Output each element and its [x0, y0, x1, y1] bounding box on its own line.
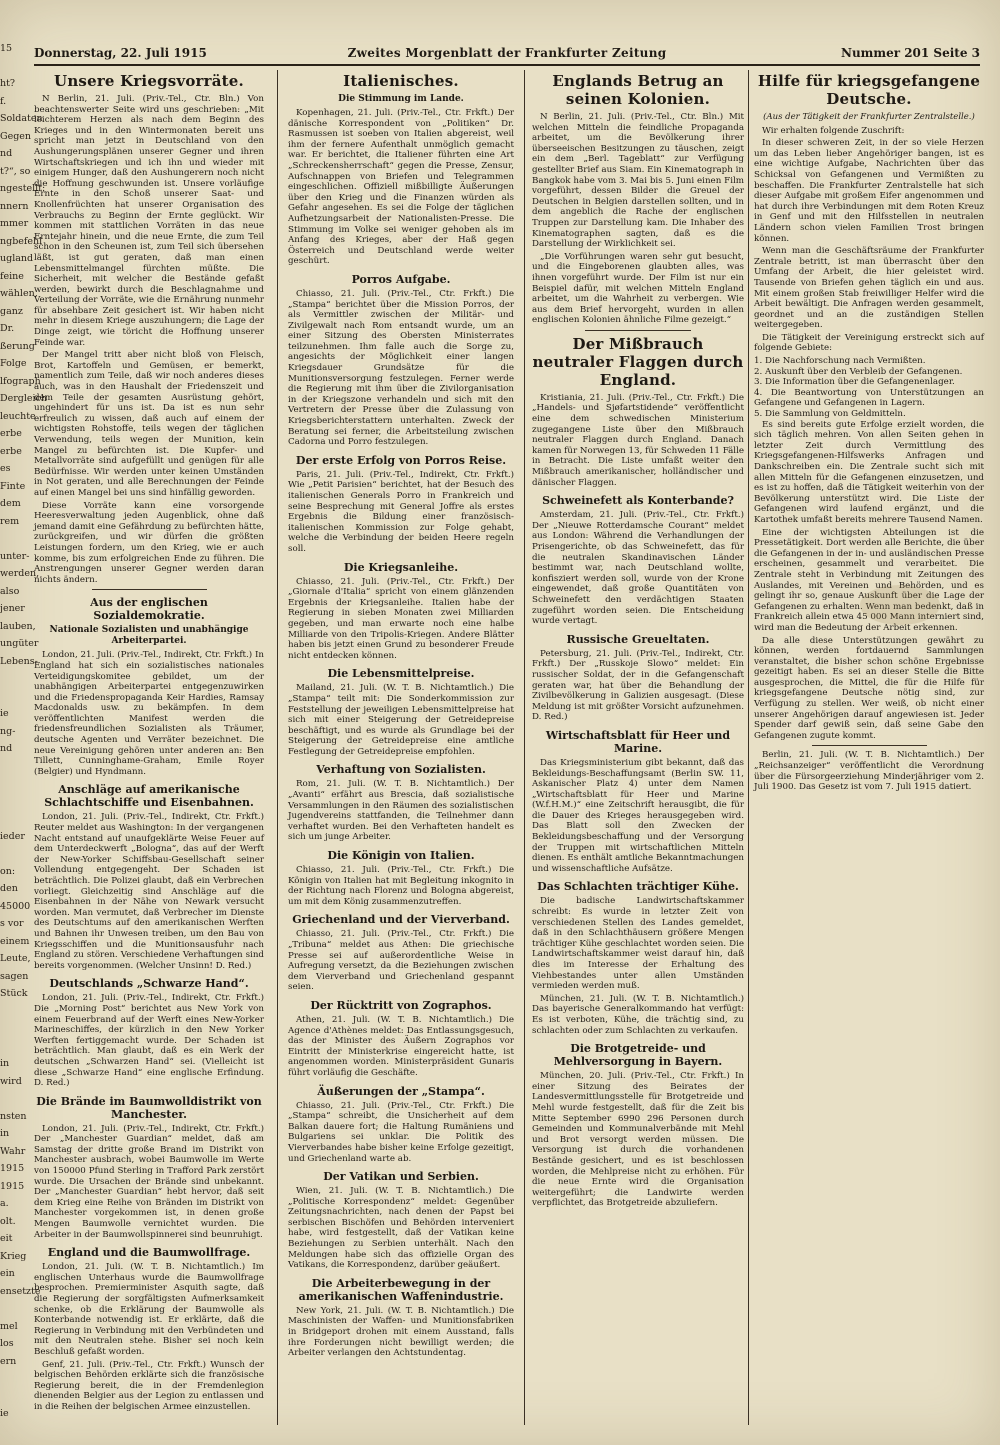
article-heading: Der Rücktritt von Zographos. — [310, 998, 492, 1012]
list-item: 5. Die Sammlung von Geldmitteln. — [754, 409, 906, 420]
margin-fragment: nd — [0, 148, 13, 159]
margin-fragment — [0, 1090, 24, 1108]
article-title: Unsere Kriegsvorräte. — [54, 72, 244, 90]
margin-fragment: mel — [0, 1320, 18, 1332]
margin-fragment: ßerung — [0, 340, 35, 352]
margin-fragment: feine — [0, 270, 24, 282]
margin-fragment: ngbefehl — [0, 235, 43, 247]
article-heading: Die Brände im Baumwolldistrikt von Manchester. — [36, 1094, 262, 1121]
margin-fragment: a. — [0, 1198, 9, 1209]
article-heading: Der erste Erfolg von Porros Reise. — [295, 453, 507, 467]
margin-fragment: ngestellt: — [0, 183, 46, 194]
margin-fragment — [0, 1300, 24, 1318]
margin-fragment: ugland — [0, 253, 34, 264]
column-1 — [34, 70, 264, 1425]
article-paragraph: Kopenhagen, 21. Juli. (Priv.-Tel., Ctr. Frkft.) Der dänische Korrespondent von „Politiken“ Dr. Rasmussen ist soeben von Italien abgereist, weil ihm der fernere Aufenthalt unmöglich gemacht war. Er berichtet, die Italiener führten eine Art „Schreckensherrschaft“ gegen die Presse, Zensur, Aufschnappen von Briefen und Telegrammen eingeschlichen. Offiziell mißbilligte Äußerungen über den Krieg und die Finanzen würden als Gefahr angesehen. Es sei die Folge der täglichen Aufhetzungsarbeit der Nationalisten-Presse. Die Stimmung im Volke sei weniger gehoben als im Anfang des Krieges, aber der Haß gegen Österreich und Deutschland werde weiter geschürt. — [288, 108, 514, 267]
margin-fragment: t?“, so — [0, 165, 31, 177]
margin-fragment: nnern — [0, 200, 29, 212]
article-heading: Der Vatikan und Serbien. — [323, 1170, 479, 1184]
margin-fragment: erbe — [0, 445, 22, 457]
margin-fragment: los — [0, 1338, 14, 1349]
margin-fragment: ie — [0, 708, 9, 719]
margin-fragment — [0, 58, 24, 76]
article-paragraph: London, 21. Juli. (W. T. B. Nichtamtlich.) Im englischen Unterhaus wurde die Baumwollfrage besprochen. Premierminister Asquith sagte, daß die Regierung der sorgfältigsten Aufmerksamkeit schenke, ob die Erklärung der Baumwolle als Konterbande notwendig ist. Er erklärte, daß die Regierung in Verbindung mit den Verbündeten und mit den Neutralen stehe. Bisher sei noch kein Beschluß gefaßt worden. — [34, 1262, 264, 1357]
margin-fragment: ieder — [0, 830, 25, 842]
margin-fragment: Wahr — [0, 1145, 26, 1157]
margin-fragment: 1915 — [0, 1180, 25, 1192]
margin-fragment: jener — [0, 603, 25, 614]
article-paragraph: Genf, 21. Juli. (Priv.-Tel., Ctr. Frkft.) Wunsch der belgischen Behörden erklärte sich die französische Regierung bereit, die in der Fremdenlegion dienenden Belgier aus der Legion zu entlassen und in die Reihen der belgischen Armee einzustellen. — [34, 1359, 264, 1412]
article-title: Der Mißbrauch neutraler Flaggen durch England. — [532, 334, 744, 389]
margin-fragment: wird — [0, 1075, 22, 1087]
margin-fragment: den — [0, 883, 18, 894]
column-rule — [748, 70, 749, 1425]
article-heading: Das Schlachten trächtiger Kühe. — [537, 880, 739, 894]
cropped-left-column — [0, 40, 47, 1419]
margin-fragment: in — [0, 1128, 10, 1139]
margin-fragment: ng- — [0, 725, 16, 737]
article-paragraph: London, 21. Juli. (Priv.-Tel., Indirekt, Ctr. Frkft.) In England hat sich ein sozialistisches nationales Verteidigungskomitee gebildet, um der unabhängigen Arbeiterpartei entgegenzuwirken und die Friedenspropaganda Keir Hardies, Ramsay Macdonalds usw. zu bekämpfen. In dem veröffentlichten Manifest werden die friedensfreundlichen Sozialisten als Träumer, deutsche Agenten und Verräter bezeichnet. Die neue Vereinigung gehören unter anderen an: Ben Tillett, Cunninghame-Graham, Emile Royer (Belgier) und Hyndmann. — [34, 650, 264, 777]
article-heading: Porros Aufgabe. — [351, 272, 451, 286]
article-paragraph: In dieser schweren Zeit, in der so viele Herzen um das Leben lieber Angehöriger bangen, ist es eine wichtige Aufgabe, Nachrichten über das Schicksal von Gefangenen und Vermißten zu beschaffen. Die Frankfurter Zentralstelle hat sich dieser Aufgabe mit großem Eifer angenommen und hat durch ihre Verbindungen mit dem Roten Kreuz in Genf und mit den Hilfsstellen in neutralen Ländern schon vielen Familien Trost bringen können. — [754, 138, 984, 244]
article-heading: Die Lebensmittelpreise. — [327, 667, 475, 681]
list-item: 4. Die Beantwortung von Unterstützungen an Gefangene und Gefangenen in Lagern. — [754, 387, 984, 409]
article-heading: Griechenland und der Vierverband. — [292, 913, 510, 927]
article-paragraph: Das Kriegsministerium gibt bekannt, daß das Bekleidungs-Beschaffungsamt (Berlin SW. 11, Askanischer Platz 4) unter dem Namen „Wirtschaftsblatt für Heer und Marine (W.f.H.M.)“ eine Zeitschrift herausgibt, die für die Dauer des Krieges herausgegeben wird. Das Blatt soll den Zwecken der Bekleidungsbeschaffung und der Versorgung der Truppen mit wirtschaftlichen Mitteln dienen. Es enthält amtliche Bekanntmachungen und wissenschaftliche Aufsätze. — [532, 757, 744, 874]
margin-fragment: leuchte — [0, 410, 36, 422]
margin-fragment: werden, — [0, 568, 40, 579]
article-paragraph: New York, 21. Juli. (W. T. B. Nichtamtlich.) Die Maschinisten der Waffen- und Munitionsfabriken in Bridgeport drohen mit einem Ausstand, falls ihre Forderungen nicht bewilligt werden; die Arbeiter verlangen den Achtstundentag. — [288, 1305, 514, 1359]
margin-fragment: eit — [0, 1233, 13, 1244]
article-paragraph: Chiasso, 21. Juli. (Priv.-Tel., Ctr. Frkft.) Die „Tribuna“ meldet aus Athen: Die griechische Presse sei auf außerordentliche Weise in Aufregung versetzt, da die Beziehungen zwischen dem Vierverband und Griechenland gespannt seien. — [288, 929, 514, 993]
separator — [92, 589, 207, 590]
article-heading: Aus der englischen Sozialdemokratie. — [90, 596, 208, 623]
article-paragraph: Wir erhalten folgende Zuschrift: — [762, 125, 905, 136]
margin-fragment — [0, 1020, 24, 1038]
article-heading: Die Arbeiterbewegung in der amerikanischen Waffenindustrie. — [298, 1276, 504, 1303]
margin-fragment: Dr. — [0, 323, 15, 334]
header-date: Donnerstag, 22. Juli 1915 — [34, 46, 207, 60]
column-3 — [532, 70, 744, 1425]
article-paragraph: Chiasso, 21. Juli. (Priv.-Tel., Ctr. Frkft.) Die „Stampa“ berichtet über die Mission Porros, der als Vermittler zwischen der Militär- und Zivilgewalt nach Rom entsandt wurde, um an einer Sitzung des Obersten Ministerrates teilzunehmen. Ihm falle auch die Sorge zu, angesichts der Möglichkeit einer langen Kriegsdauer Grundsätze für die Munitionsversorgung festzulegen. Ferner werde die Regierung mit ihm über die Zivilorganisation in der Kriegszone verhandeln und sich mit den Vertretern der Presse über die Zulassung von Kriegsberichterstattern unterhalten. Zweck der Beratung sei ferner, die Arbeitsteilung zwischen Cadorna und Porro festzulegen. — [288, 288, 514, 448]
article-paragraph: N Berlin, 21. Juli. (Priv.-Tel., Ctr. Bln.) Von beachtenswerter Seite wird uns geschrieben: „Mit leichterem Herzen als nach dem Beginn des Krieges und in den Wintermonaten bereit uns spricht man jetzt in Deutschland von den Aushungerungsplänen unserer Gegner und ihren Wirtschaftskriegen und ich ihn und wieder mit einigem Hunger, daß den Aushungerern noch nicht die Hoffnung geschwunden ist. Unsere vorläufige Ernte in den Schoß unserer Saat- und Knollenfrüchten hat unserer Organisation des Verbrauchs zu Beginn der Ernte geglückt. Wir kommen mit stattlichen Vorräten in das neue Erntejahr hinein, und die neue Ernte, die zum Teil schon in den Scheunen ist, zum Teil sich übersehen läßt, ist gut geraten, daß man einen Lebensmittelmangel fürchten müßte. Die Sicherheit, mit welcher die Bestände gefaßt werden, bewirkt durch die Beschlagnahme und Verteilung der Vorräte, wie die Ernährung nunmehr für absehbare Zeit gesichert ist. Wir haben nicht mehr in diesem Kriege auszuhungern; die Lage der Dinge zeigt, wie töricht die Hoffnung unserer Feinde war. — [34, 94, 264, 348]
margin-fragment: Krieg — [0, 1250, 27, 1262]
margin-fragment — [0, 758, 24, 776]
margin-fragment: in — [0, 1058, 10, 1069]
margin-fragment: Gegen — [0, 130, 32, 142]
header-newspaper-title: Zweites Morgenblatt der Frankfurter Zeitung — [347, 46, 667, 60]
article-paragraph: München, 21. Juli. (W. T. B. Nichtamtlich.) Das bayerische Generalkommando hat verfügt: Es ist verboten, Kühe, die trächtig sind, zu schlachten oder zum Schlachten zu verkaufen. — [532, 993, 744, 1036]
margin-fragment: dem — [0, 498, 21, 509]
page-header — [34, 44, 980, 66]
margin-fragment — [0, 1388, 24, 1406]
margin-fragment: ht? — [0, 78, 16, 89]
margin-fragment: ganz — [0, 305, 23, 317]
margin-fragment: Stück — [0, 988, 28, 999]
margin-fragment — [0, 775, 24, 793]
margin-fragment — [0, 845, 24, 863]
margin-fragment: Finte — [0, 480, 26, 492]
article-heading: England und die Baumwollfrage. — [47, 1246, 251, 1260]
article-paragraph: Kristiania, 21. Juli. (Priv.-Tel., Ctr. Frkft.) Die „Handels- und Sjøfartstidende“ veröffentlicht eine dem schwedischen Ministerium zugegangene Liste über den Mißbrauch neutraler Flaggen durch England. Danach kamen für Norwegen 13, für Schweden 11 Fälle in Betracht. Die Liste umfaßt weiter den Mißbrauch amerikanischer, holländischer und dänischer Flaggen. — [532, 392, 745, 488]
margin-fragment: einem — [0, 935, 30, 947]
margin-fragment: Soldaten — [0, 113, 43, 124]
margin-fragment: nsten — [0, 1110, 27, 1122]
margin-fragment — [0, 688, 24, 706]
margin-fragment: sagen — [0, 970, 29, 982]
article-paragraph: Berlin, 21. Juli. (W. T. B. Nichtamtlich.) Der „Reichsanzeiger“ veröffentlicht die Verordnung über die Fürsorgeerziehung Minderjähriger vom 2. Juli 1900. Das Gesetz ist vom 7. Juli 1915 datiert. — [754, 750, 984, 793]
article-title: Englands Betrug an seinen Kolonien. — [552, 72, 724, 108]
article-paragraph: Chiasso, 21. Juli. (Priv.-Tel., Ctr. Frkft.) Die Königin von Italien hat mit Begleitung inkognito in der Richtung nach Florenz und Bologna abgereist, um mit dem König zusammenzutreffen. — [288, 865, 514, 907]
article-paragraph: Wien, 21. Juli. (W. T. B. Nichtamtlich.) Die „Politische Korrespondenz“ meldet: Gegenüber Zeitungsnachrichten, nach denen der Papst bei serbischen Bischöfen und Behörden interveniert habe, wird festgestellt, daß der Vatikan keine Beziehungen zu Serbien unterhält. Nach den Meldungen habe sich das offizielle Organ des Vatikans, die Korrespondenz, darüber geäußert. — [288, 1186, 514, 1271]
margin-fragment: Dergleich — [0, 393, 47, 404]
margin-fragment: rem — [0, 515, 20, 527]
margin-fragment: lauben, — [0, 620, 36, 632]
article-heading: Die Königin von Italien. — [327, 849, 475, 863]
article-paragraph: Eine der wichtigsten Abteilungen ist die Pressetätigkeit. Dort werden alle Berichte, die über die Gefangenen in der in- und ausländischen Presse erscheinen, gesammelt und verarbeitet. Die Zentrale steht in Verbindung mit Zeitungen des Auslandes, mit Vereinen und Behörden, und es gelingt ihr so, genaue Auskunft über die Lage der Gefangenen zu erhalten. Wenn man bedenkt, daß in Frankreich allein etwa 45 000 Mann interniert sind, wird man die Bedeutung der Arbeit erkennen. — [754, 527, 984, 633]
article-paragraph: N Berlin, 21. Juli. (Priv.-Tel., Ctr. Bln.) Mit welchen Mitteln die feindliche Propaganda arbeitet, um die Bevölkerung ihrer überseeischen Besitzungen zu täuschen, zeigt ein dem „Berl. Tageblatt“ zur Verfügung gestellter Brief aus Siam. Ein Kinematograph in Bangkok habe vom 3. Mai bis 5. Juni einen Film vorgeführt, dessen Bilder die Greuel der Deutschen in Belgien darstellen sollten, und in dem angeblich die Rache der englischen Truppen zur Darstellung kam. Die Inhaber des Kinematographen sagten, daß es die Darstellung der Wirklichkeit sei. — [532, 112, 744, 250]
margin-fragment: 15 — [0, 43, 13, 54]
article-paragraph: Da alle diese Unterstützungen gewährt zu können, werden fortdauernd Sammlungen veranstaltet, die bisher schon schöne Ergebnisse gezeitigt haben. Es sei an dieser Stelle die Bitte ausgesprochen, die Mittel, die für die Hilfe für kriegsgefangene Deutsche nötig sind, zur Verfügung zu stellen. Wer weiß, ob nicht einer unserer Angehörigen darauf angewiesen ist. Jeder Spender darf gewiß sein, daß seine Gabe den Gefangenen zugute kommt. — [754, 635, 984, 741]
article-paragraph: Es sind bereits gute Erfolge erzielt worden, die sich täglich mehren. Von allen Seiten gehen in letzter Zeit durch Vermittlung des Kriegsgefangenen-Hilfswerks Anfragen und Dankschreiben ein. Die Zentrale sucht sich mit allen Mitteln für die Gefangenen einzusetzen, und es ist zu hoffen, daß die Tätigkeit weiterhin von der Bevölkerung unterstützt wird. Die Liste der Gefangenen wird laufend ergänzt, und die Kartothek umfaßt bereits mehrere Tausend Namen. — [754, 419, 984, 525]
margin-fragment: Leute, — [0, 953, 31, 964]
margin-fragment: ern — [0, 1355, 17, 1367]
margin-fragment: olt. — [0, 1215, 16, 1227]
margin-fragment: s vor — [0, 918, 24, 929]
list-item: 2. Auskunft über den Verbleib der Gefangenen. — [754, 366, 963, 377]
margin-fragment: ensetzte — [0, 1285, 41, 1297]
separator — [585, 330, 691, 331]
margin-fragment — [0, 1370, 24, 1388]
article-paragraph: Chiasso, 21. Juli. (Priv.-Tel., Ctr. Frkft.) Die „Stampa“ schreibt, die Unsicherheit auf dem Balkan dauere fort; die Haltung Rumäniens und Bulgariens sei unklar. Die Politik des Vierverbandes habe bisher keine Erfolge gezeitigt, und Griechenland warte ab. — [288, 1100, 514, 1164]
article-heading: Äußerungen der „Stampa“. — [317, 1084, 485, 1098]
column-rule — [277, 70, 278, 1425]
margin-fragment: es — [0, 463, 11, 474]
article-paragraph: London, 21. Juli. (Priv.-Tel., Indirekt, Ctr. Frkft.) Reuter meldet aus Washington: In der vergangenen Nacht entstand auf unaufgeklärte Weise Feuer auf dem Unterdeckwerft „Bologna“, das auf der Werft der New-Yorker Schiffsbau-Gesellschaft seiner Vollendung entgegengeht. Der Schaden ist beträchtlich. Die Polizei glaubt, daß ein Verbrechen vorliegt. Gleichzeitig sind Anschläge auf die Eisenbahnen in der Nähe von Newark versucht worden. Man vermutet, daß Verbrecher im Dienste des Deutschtums auf den amerikanischen Werften und Bahnen ihr Unwesen treiben, um den Bau von Kriegsschiffen und die Munitionsausfuhr nach England zu stören. Verschiedene Verhaftungen sind bereits vorgenommen. (Welcher Unsinn! D. Red.) — [34, 812, 264, 971]
article-paragraph: London, 21. Juli. (Priv.-Tel., Indirekt, Ctr. Frkft.) Die „Morning Post“ berichtet aus New York von einem Feuerbrand auf der Werft eines New-Yorker Marineschiffes, der kürzlich in den New Yorker Werften fertiggemacht wurde. Der Schaden ist beträchtlich. Man glaubt, daß es ein Werk der deutschen „Schwarzen Hand“ sei. (Vielleicht ist diese „Schwarze Hand“ eine englische Erfindung. D. Red.) — [34, 993, 264, 1089]
margin-fragment: 45000 — [0, 900, 31, 912]
column-2 — [288, 70, 514, 1425]
margin-fragment: on: — [0, 865, 16, 877]
article-paragraph: Athen, 21. Juli. (W. T. B. Nichtamtlich.) Die Agence d'Athènes meldet: Das Entlassungsgesuch, das der Minister des Äußern Zographos vor Eintritt der Ministerkrise eingereicht hatte, ist angenommen worden. Ministerpräsident Gunaris führt vorläufig die Geschäfte. — [288, 1014, 514, 1078]
article-paragraph: Diese Vorräte kann eine vorsorgende Heeresverwaltung jeden Augenblick, ohne daß jemand damit eine Gefährdung zu befürchten hätte, zurückgreifen, und wir dürfen die größten Leistungen fordern, um den Krieg, wie er auch komme, bis zum erfolgreichen Ende zu führen. Die Anstrengungen unserer Gegner werden daran nichts ändern. — [34, 500, 264, 585]
activity-list — [754, 356, 984, 420]
margin-fragment — [0, 1038, 24, 1056]
margin-fragment: unter- — [0, 550, 30, 562]
margin-fragment: nd — [0, 743, 13, 754]
article-subheading: Die Stimmung im Lande. — [338, 94, 464, 104]
margin-fragment: also — [0, 585, 20, 597]
article-paragraph: Petersburg, 21. Juli. (Priv.-Tel., Indirekt, Ctr. Frkft.) Der „Russkoje Slowo“ meldet: Ein russischer Soldat, der in die Gefangenschaft geraten war, hat über die Behandlung der Zivilbevölkerung in Galizien ausgesagt. (Diese Meldung ist mit größter Vorsicht aufzunehmen. D. Red.) — [532, 648, 744, 723]
margin-fragment: erbe — [0, 428, 22, 439]
article-heading: Russische Greueltaten. — [566, 632, 710, 646]
article-heading: Deutschlands „Schwarze Hand“. — [49, 977, 249, 991]
margin-fragment — [0, 1003, 24, 1021]
article-heading: Anschläge auf amerikanische Schlachtschiffe und Eisenbahnen. — [44, 783, 254, 810]
article-paragraph: „Die Vorführungen waren sehr gut besucht, und die Eingeborenen glaubten alles, was ihnen vorgeführt wurde. Der Film ist nur ein Beispiel dafür, mit welchen Mitteln England arbeitet, um die Wahrheit zu verbergen. Wie aus dem Brief hervorgeht, wurden in allen englischen Kolonien ähnliche Filme gezeigt.“ — [532, 251, 744, 326]
article-paragraph: Rom, 21. Juli. (W. T. B. Nichtamtlich.) Der „Avanti“ erfährt aus Brescia, daß sozialistische Versammlungen in den Räumen des sozialistischen Jugendvereins stattfanden, die Teilnehmer dann verhaftet wurden. Bei den Verhafteten handelt es sich um junge Arbeiter. — [288, 779, 514, 843]
article-paragraph: Wenn man die Geschäftsräume der Frankfurter Zentrale betritt, ist man überrascht über den Umfang der Arbeit, die hier geleistet wird. Tausende von Briefen gehen täglich ein und aus. Mit einem großen Stab freiwilliger Helfer wird die Arbeit bewältigt. Die Anfragen werden gesammelt, geordnet und an die zuständigen Stellen weitergegeben. — [754, 246, 984, 331]
list-item: 1. Die Nachforschung nach Vermißten. — [754, 356, 926, 367]
article-paragraph: Paris, 21. Juli. (Priv.-Tel., Indirekt, Ctr. Frkft.) Wie „Petit Parisien“ berichtet, hat der Besuch des italienischen Generals Porro in Frankreich und seine Besprechung mit General Joffre als erstes Ergebnis die Bildung einer französisch-italienischen Kommission zur Folge gehabt, welche die Verbindung der beiden Heere regeln soll. — [288, 469, 514, 554]
article-paragraph: London, 21. Juli. (Priv.-Tel., Indirekt, Ctr. Frkft.) Der „Manchester Guardian“ meldet, daß am Samstag der dritte große Brand im Distrikt von Manchester ausbrach, wobei Baumwolle im Werte von 150000 Pfund Sterling in Trafford Park zerstört wurde. Die Ursachen der Brände sind unbekannt. Der „Manchester Guardian“ hebt hervor, daß seit dem Krieg eine Reihe von Bränden im Distrikt von Manchester vorgekommen ist, in denen große Mengen Baumwolle vernichtet wurden. Die Arbeiter in der Baumwollspinnerei sind beunruhigt. — [34, 1123, 264, 1240]
margin-fragment: ungüter — [0, 638, 39, 649]
column-rule — [524, 70, 525, 1425]
margin-fragment — [0, 670, 24, 688]
list-item: 3. Die Information über die Gefangenenlager. — [754, 377, 955, 388]
article-title: Hilfe für kriegsgefangene Deutsche. — [757, 72, 981, 108]
margin-fragment: lfograph — [0, 375, 41, 387]
margin-fragment: ie — [0, 1408, 9, 1419]
margin-fragment: Lebens- — [0, 655, 38, 667]
margin-fragment — [0, 530, 24, 548]
header-page-number: Nummer 201 Seite 3 — [840, 46, 980, 60]
article-title: Italienisches. — [343, 72, 459, 90]
article-heading: Wirtschaftsblatt für Heer und Marine. — [545, 728, 731, 755]
column-4 — [754, 70, 984, 1425]
margin-fragment — [0, 810, 24, 828]
margin-fragment: wählen, — [0, 288, 38, 299]
article-heading: Die Brotgetreide- und Mehlversorgung in Bayern. — [553, 1042, 723, 1069]
margin-fragment: Folge — [0, 358, 27, 369]
margin-fragment: f. — [0, 95, 7, 107]
article-paragraph: Der Mangel tritt aber nicht bloß von Fleisch, Brot, Kartoffeln und Gemüsen, er bemerkt, namentlich zum Teile, daß wir noch anderes dieses auch, was in den Haushalt der Friedenszeit und dem Teile der gesamten Ausrüstung gehört, ungehindert für uns ist. Da ist es nun sehr erfreulich zu wissen, daß auch auf einem der wichtigsten Rohstoffe, teils wegen der täglichen Verwendung, teils wegen der Munition, kein Mangel zu befürchten ist. Die Kupfer- und Metallvorräte sind aufgefüllt und genügen für alle Bedürfnisse. Wir werden unter keinen Umständen in Not geraten, und alle Berechnungen der Feinde auf einen Mangel bei uns sind hinfällig geworden. — [34, 350, 264, 498]
margin-fragment: ein — [0, 1268, 15, 1279]
margin-fragment: 1915 — [0, 1163, 25, 1174]
article-subheading: Nationale Sozialisten und unabhängige Arbeiterpartei. — [49, 625, 249, 647]
margin-fragment: mmer — [0, 218, 29, 229]
article-heading: Die Kriegsanleihe. — [343, 560, 459, 574]
article-paragraph: Amsterdam, 21. Juli. (Priv.-Tel., Ctr. Frkft.) Der „Nieuwe Rotterdamsche Courant“ meldet aus London: Während die Verhandlungen der Prisengerichte, ob das Schweinefett, das für die neutralen Skandinavischen Länder bestimmt war, nach Deutschland wollte, konfisziert werden soll, wurde von der Krone eingewendet, daß große Quantitäten von Schweinefett den verdächtigen Staaten zugeführt worden seien. Die Entscheidung wurde vertagt. — [532, 510, 744, 627]
article-paragraph: Mailand, 21. Juli. (W. T. B. Nichtamtlich.) Die „Stampa“ teilt mit: Die Sonderkommission zur Feststellung der jeweiligen Lebensmittelpreise hat sich mit einer Steigerung der Getreidepreise beschäftigt, und es wurde als Grundlage bei der Steigerung der Getreidepreise eine amtliche Festlegung der Getreidepreise empfohlen. — [288, 683, 514, 757]
article-paragraph: München, 20. Juli. (Priv.-Tel., Ctr. Frkft.) In einer Sitzung des Beirates der Landesvermittlungsstelle für Brotgetreide und Mehl wurde festgestellt, daß für die Zeit bis Mitte September 6990 296 Personen durch Gemeinden und Kommunalverbände mit Mehl und Brot versorgt werden müssen. Die Versorgung ist durch die vorhandenen Bestände gesichert, und es ist beschlossen worden, die Mehlpreise nicht zu erhöhen. Für die neue Ernte wird die Organisation weitergeführt; die Landwirte werden verpflichtet, das Brotgetreide abzuliefern. — [532, 1071, 744, 1209]
margin-fragment — [0, 793, 24, 811]
article-paragraph: Die Tätigkeit der Vereinigung erstreckt sich auf folgende Gebiete: — [754, 332, 984, 354]
article-heading: Verhaftung von Sozialisten. — [316, 763, 486, 777]
article-paragraph: Chiasso, 21. Juli. (Priv.-Tel., Ctr. Frkft.) Der „Giornale d'Italia“ spricht von einem glänzenden Ergebnis der Kriegsanleihe. Italien habe der Regierung in sieben Monaten zwei Milliarden gegeben, und man erwarte noch eine halbe Milliarde von den Tripolis-Kriegen. Andere Blätter haben bis jetzt einen Grund zu besonderer Freude nicht entdecken können. — [288, 576, 514, 661]
separator — [812, 745, 927, 746]
article-heading: Schweinefett als Konterbande? — [542, 494, 734, 508]
article-paragraph: Die badische Landwirtschaftskammer schreibt: Es wurde in letzter Zeit von verschiedenen Stellen des Landes gemeldet, daß in den Schlachthäusern größere Mengen trächtiger Kühe geschlachtet worden seien. Die Landwirtschaftskammer weist darauf hin, daß dies im Interesse der Erhaltung des Viehbestandes unter allen Umständen vermieden werden muß. — [532, 896, 744, 992]
article-note: (Aus der Tätigkeit der Frankfurter Zentralstelle.) — [763, 112, 975, 122]
paper-stain — [860, 585, 940, 625]
